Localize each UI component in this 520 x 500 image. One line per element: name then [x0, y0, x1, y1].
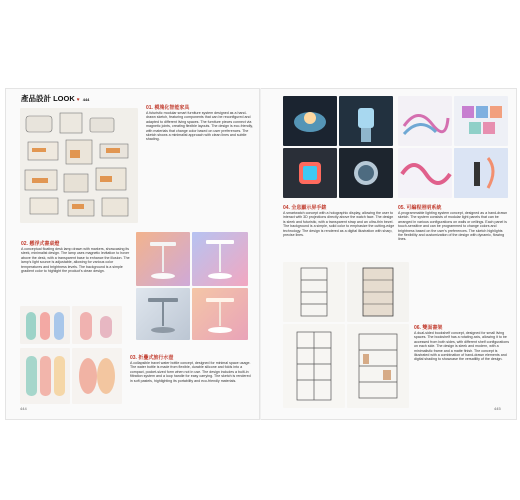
light-panel-icon [398, 148, 452, 198]
item-05-heading: 05. 可編程照明系統 [398, 205, 442, 211]
lamp-icon [192, 232, 248, 286]
heart-icon: ♥ [76, 97, 80, 103]
item-03-body: A collapsible travel water bottle concept, designed for minimal space usage. The water bottle is made from flexible, durable silicone and folds into a compact, pocket-sized form when not in use. The design includes a built-in filtration system and a loop handle for easy carrying. The sketch is rendered in soft pastels, highlighting its portability and eco-friendly materials. [130, 361, 251, 383]
item-02-body: A conceptual floating desk lamp drawn with markers, showcasing its sleek, minimalist design. The lamp uses magnetic levitation to hover above the desk, with a transparent base to enhance the illusion. The lamp's light source is adjustable, allowing for various color temperatures and brightness levels. The background is a simple gradient color to highlight the product's clean design. [21, 247, 130, 274]
bookshelf-image-4 [347, 324, 409, 408]
lighting-system-image-2 [454, 96, 508, 146]
floating-lamp-image-2 [192, 232, 248, 286]
right-page-number: 445 [494, 406, 501, 411]
modular-furniture-sketch [20, 108, 138, 223]
bottle-icon [72, 306, 122, 344]
holographic-watch-image-3 [283, 148, 337, 198]
lighting-system-image-3 [398, 148, 452, 198]
lighting-system-image-4 [454, 148, 508, 198]
travel-bottle-image-1 [20, 306, 70, 344]
item-02-heading: 02. 懸浮式書桌燈 [21, 241, 60, 247]
travel-bottle-image-4 [72, 348, 122, 404]
lamp-icon [136, 232, 190, 286]
item-01-body: A futuristic modular smart furniture system designed as a hand-drawn sketch, featuring components that can be reconfigured and adapted to different living spaces. The furniture pieces connect via magnetic joints, creating flexible layouts. The design is eco-friendly, with materials that change color based on user preferences. The sketch shows a minimalist approach with clean lines and subtle shading. [146, 111, 253, 142]
watch-icon [339, 96, 393, 146]
travel-bottle-image-3 [20, 348, 70, 404]
item-04-heading: 04. 全息顯示屏手錶 [283, 205, 327, 211]
item-06-body: A dual-sided bookshelf concept, designed for small living spaces. The bookshelf has a rotating axis, allowing it to be accessed from both sides, with different shelf configurations on each side. The design is sleek and modern, with a minimalistic frame and a matte finish. The concept is illustrated with a combination of hand-drawn elements and digital shading to showcase the versatility of the design. [414, 331, 510, 362]
bookshelf-icon [283, 262, 345, 322]
book-gutter [259, 88, 261, 420]
floating-lamp-image-3 [136, 288, 190, 340]
page-title-text: 產品設計 LOOK [21, 94, 75, 103]
bookshelf-icon [347, 324, 409, 408]
item-05-body: A programmable lighting system concept, designed as a hand-drawn sketch. The system consists of modular light panels that can be arranged in various configurations on walls or ceilings. Each panel is touch-sensitive and can be programmed to change colors and brightness based on the user's preferences. The sketch highlights the flexibility and customization of the design with dynamic, flowing lines. [398, 211, 508, 242]
left-page-number: 444 [20, 406, 27, 411]
bookshelf-image-1 [283, 262, 345, 322]
item-03-heading: 03. 折疊式旅行水壺 [130, 355, 174, 361]
holographic-watch-image-4 [339, 148, 393, 198]
holographic-watch-image-2 [339, 96, 393, 146]
floating-lamp-image-1 [136, 232, 190, 286]
bookshelf-image-3 [283, 324, 345, 408]
bottle-icon [20, 348, 70, 404]
lamp-icon [192, 288, 248, 340]
light-panel-icon [454, 148, 508, 198]
watch-icon [339, 148, 393, 198]
travel-bottle-image-2 [72, 306, 122, 344]
bottle-icon [72, 348, 122, 404]
holographic-watch-image-1 [283, 96, 337, 146]
page-title-number: 444 [82, 97, 90, 102]
page-title [21, 93, 89, 104]
bookshelf-icon [347, 262, 409, 322]
light-panel-icon [454, 96, 508, 146]
bookshelf-icon [283, 324, 345, 408]
item-06-heading: 06. 雙面書架 [414, 325, 443, 331]
floating-lamp-image-4 [192, 288, 248, 340]
modular-furniture-image [20, 108, 138, 223]
bookshelf-image-2 [347, 262, 409, 322]
watch-icon [283, 148, 337, 198]
item-01-heading: 01. 模塊化智能家具 [146, 105, 190, 111]
item-04-body: A smartwatch concept with a holographic display, allowing the user to interact with 3D projections directly above the watch face. The design is sleek and futuristic, with a transparent strap and an ultra-thin bezel. The background is a simple, solid color to emphasize the cutting-edge technology. The design is rendered as a digital illustration with sharp, precise lines. [283, 211, 395, 238]
bottle-icon [20, 306, 70, 344]
lamp-icon [136, 288, 190, 340]
lighting-system-image-1 [398, 96, 452, 146]
watch-icon [283, 96, 337, 146]
light-panel-icon [398, 96, 452, 146]
